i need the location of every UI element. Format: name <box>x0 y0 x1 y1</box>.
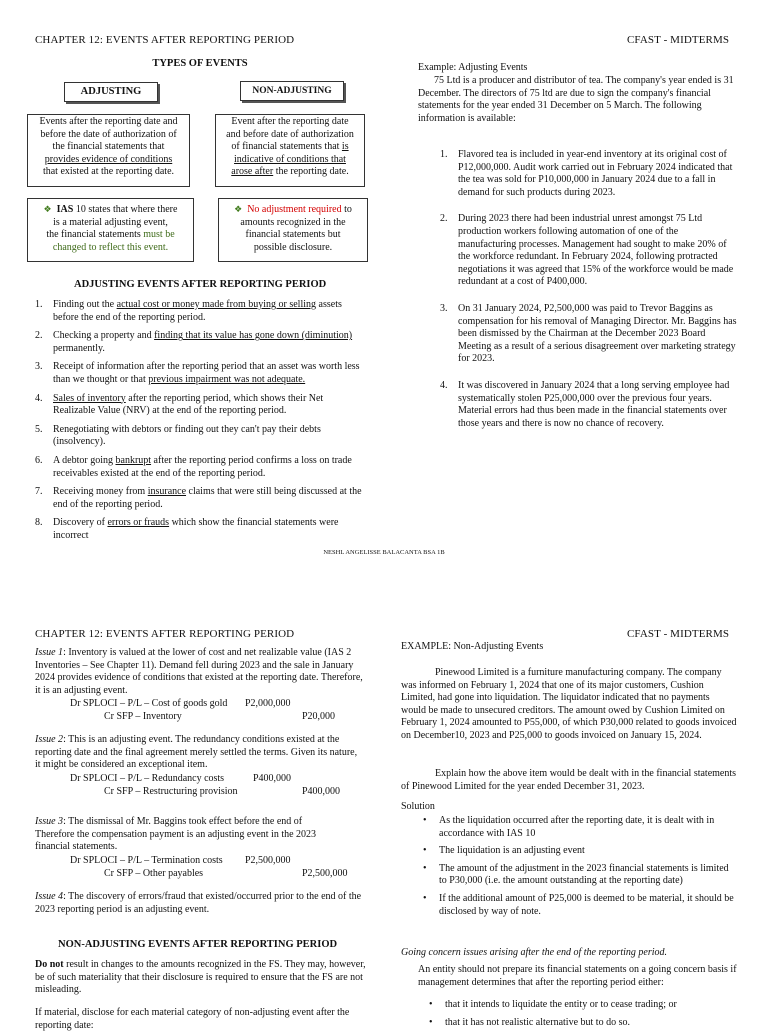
list-text: It was discovered in January 2024 that a long serving employee had systematically stolen P25,000,000 over the previous four years. Material errors had thus been made in the financial statements over those years and there is now no chance of recovery. <box>458 379 730 429</box>
chapter-header: CHAPTER 12: EVENTS AFTER REPORTING PERIOD <box>35 628 295 640</box>
list-text: Finding out the <box>53 299 117 310</box>
going-concern-title: Going concern issues arising after the end of the reporting period. <box>401 947 667 958</box>
noadj-red-text: No adjustment required <box>247 204 342 215</box>
nonadjusting-definition-box <box>215 114 365 187</box>
course-header: CFAST - MIDTERMS <box>627 34 730 46</box>
issue-four <box>35 891 365 916</box>
example-item <box>418 149 738 199</box>
journal-credit-amount: P20,000 <box>302 711 336 722</box>
issue-label: Issue 2 <box>35 734 64 745</box>
list-text: permanently. <box>53 342 105 354</box>
list-number: 3. <box>35 361 43 373</box>
list-underlined-text: actual cost or money made from buying or selling <box>116 299 317 310</box>
nonadj-def-line <box>216 141 364 154</box>
journal-debit: Dr SPLOCI – P/L – Redundancy costs <box>70 773 225 784</box>
nonadj-def-line: Event after the reporting date <box>231 116 349 127</box>
bullet-text: If the additional amount of P25,000 is deemed to be material, it should be disclosed by way of note. <box>439 892 734 917</box>
list-text: after the reporting period confirms a loss on trade receivables existed at the end of the reporting period. <box>53 454 352 479</box>
issue-text: : Inventory is valued at the lower of cost and net realizable value (IAS 2 Inventories – See Chapter 11). Demand fell during 2023 and the sale in January 2024 provides evidence of conditions that existed at the reporting date. Therefore, it is an adjusting event. <box>35 647 363 696</box>
adjusting-events-title: ADJUSTING EVENTS AFTER REPORTING PERIOD <box>74 279 327 290</box>
nonadj-def-line <box>216 166 364 179</box>
list-number: 4. <box>35 392 43 404</box>
adj-def-line: the financial statements that <box>52 141 165 153</box>
journal-credit-amount: P400,000 <box>302 786 341 797</box>
bullet-item <box>407 999 737 1012</box>
no-adjustment-box <box>218 198 368 262</box>
list-item <box>35 393 367 418</box>
bullet-text: As the liquidation occurred after the reporting date, it is dealt with in accordance with IAS 10 <box>439 815 715 839</box>
bullet-text: The liquidation is an adjusting event <box>439 845 585 857</box>
list-text: assets before the end of the reporting period. <box>53 299 342 323</box>
bullet-icon: • <box>429 999 433 1010</box>
noadj-line: amounts recognized in the <box>240 216 346 228</box>
ias-green-line: changed to reflect this event. <box>52 241 169 253</box>
ias-line <box>28 203 193 217</box>
nonadj-def-underlined: is <box>341 141 349 153</box>
bullet-item <box>401 893 737 918</box>
ias-text: 10 states that where there <box>73 204 178 215</box>
bullet-item <box>401 863 737 888</box>
ias-line <box>28 229 193 242</box>
disclosure-paragraph: If material, disclose for each material category of non-adjusting event after the reporting date: <box>35 1007 350 1031</box>
list-text: Renegotiating with debtors or finding out they can't pay their debts (insolvency). <box>53 423 321 448</box>
bullet-text: The amount of the adjustment in the 2023 financial statements is limited to P30,000 (i.e. the amount outstanding at the reporting date) <box>439 862 729 887</box>
list-item <box>35 455 367 480</box>
nonadj-def-line: and before date of authorization <box>226 128 354 140</box>
example-intro: 75 Ltd is a producer and distributor of tea. The company's year ended is 31 December. The directors of 75 ltd are due to sign the company's financial statements for the year ended 31 December on 5 March. The following information is available: <box>418 75 734 124</box>
list-number: 8. <box>35 517 43 529</box>
example-title: Example: Adjusting Events <box>418 62 528 73</box>
going-concern-paragraph: An entity should not prepare its financial statements on a going concern basis if management determines that after the reporting period either: <box>418 964 737 988</box>
list-text: which show the financial statements were incorrect <box>53 517 339 541</box>
list-text: A debtor going <box>53 454 116 466</box>
issue-one <box>35 647 365 697</box>
nonadjusting-events-title: NON-ADJUSTING EVENTS AFTER REPORTING PERIOD <box>58 939 338 950</box>
noadj-text: to <box>341 204 352 215</box>
nonadj-def-line <box>216 154 364 167</box>
journal-credit-amount: P2,500,000 <box>302 868 348 879</box>
bullet-icon: • <box>423 892 427 904</box>
list-item <box>35 486 367 511</box>
paragraph-text: result in changes to the amounts recognized in the FS. They may, however, be of such materiality that their disclosure is required to ensure that the FS are not misleading. <box>35 959 366 996</box>
types-title: TYPES OF EVENTS <box>152 58 248 69</box>
nonadj-def-text: of financial statements that <box>231 141 342 153</box>
page-footer: NESHL ANGELISSE BALACANTA BSA 1B <box>323 549 445 556</box>
list-number: 1. <box>440 149 448 160</box>
nonadj-def-underlined: indicative of conditions that <box>234 153 346 165</box>
issue-text: : The discovery of errors/fraud that existed/occurred prior to the end of the 2023 reporting period is an adjusting event. <box>35 891 362 915</box>
example-item <box>418 380 738 430</box>
adj-def-line: that existed at the reporting date. <box>42 166 175 178</box>
bullet-item <box>407 1017 737 1030</box>
journal-debit: Dr SPLOCI – P/L – Termination costs <box>70 855 223 866</box>
course-header: CFAST - MIDTERMS <box>627 628 730 640</box>
adjusting-label: ADJUSTING <box>64 82 158 102</box>
adjusting-events-list <box>35 299 367 549</box>
nonadj-def-text: the reporting date. <box>273 166 349 178</box>
bold-text: Do not <box>35 959 64 970</box>
journal-debit: Dr SPLOCI – P/L – Cost of goods gold <box>70 698 228 709</box>
example-item <box>418 213 738 289</box>
example2-body: Pinewood Limited is a furniture manufacturing company. The company was informed on February 1, 2024 that one of its major customers, Cushion Limited, had gone into liquidation. The liquidator indicated that no payments would be made to unsecured creditors. The amount owed by Cushion Limited on February 1, 2024 amounted to P55,000, of which P30,000 related to goods invoiced on December10, 2023 and P25,000 to goods invoiced on January 15, 2024. <box>401 667 737 741</box>
list-underlined-text: errors or frauds <box>107 517 170 529</box>
example-item <box>418 303 738 366</box>
journal-credit: Cr SFP – Other payables <box>104 868 204 879</box>
journal-credit: Cr SFP – Inventory <box>104 711 182 722</box>
bullet-text: that it intends to liquidate the entity or to cease trading; or <box>445 999 677 1010</box>
diamond-bullet-icon: ❖ <box>43 204 52 214</box>
issue-three <box>35 816 335 854</box>
issue-text: : The dismissal of Mr. Baggins took effect before the end of Therefore the compensation payment is an adjusting event in the 2023 financial statements. <box>35 816 317 853</box>
example-list <box>418 149 738 444</box>
ias-line: is a material adjusting event, <box>53 216 168 228</box>
list-underlined-text: Sales of inventory <box>53 392 126 404</box>
list-number: 2. <box>35 330 43 342</box>
list-text: Flavored tea is included in year-end inventory at its original cost of P12,000,000. Audit work carried out in February 2024 indicated that the tea was sold for P10,000,000 in January 2024 due to a fall in demand for such products during 2023. <box>458 149 733 198</box>
bullet-item <box>401 845 737 858</box>
list-underlined-text: bankrupt <box>115 454 152 466</box>
diamond-bullet-icon: ❖ <box>234 204 243 214</box>
ias-bold: IAS <box>56 204 74 215</box>
page-gap <box>0 572 768 610</box>
list-underlined-text: previous impairment was not adequate. <box>148 373 306 385</box>
solution-label: Solution <box>401 801 435 812</box>
nonadjusting-paragraph <box>35 959 367 997</box>
list-number: 5. <box>35 423 43 435</box>
journal-debit-amount: P2,500,000 <box>245 855 291 866</box>
issue-two <box>35 734 365 772</box>
issue-label: Issue 1 <box>35 647 64 658</box>
list-text: after the reporting period, which shows their Net Realizable Value (NRV) at the end of the reporting period. <box>53 392 324 417</box>
adj-def-underlined: provides evidence of conditions <box>44 153 173 165</box>
noadj-line: possible disclosure. <box>253 241 333 253</box>
list-item <box>35 424 367 449</box>
adj-def-line: Events after the reporting date and <box>39 116 178 127</box>
list-item <box>35 299 367 324</box>
issue-text: : This is an adjusting event. The redundancy conditions existed at the reporting date and the final agreement merely settled the terms. Given its nature, it might be considered an exceptional item. <box>35 734 358 771</box>
issue-label: Issue 3 <box>35 816 64 827</box>
list-text: Discovery of <box>53 517 108 529</box>
issue-label: Issue 4 <box>35 891 64 902</box>
going-concern-list <box>407 999 737 1034</box>
example2-title: EXAMPLE: Non-Adjusting Events <box>401 641 544 652</box>
solution-list <box>401 815 737 923</box>
adjusting-definition-box <box>27 114 190 187</box>
nonadjusting-label: NON-ADJUSTING <box>240 81 344 101</box>
bullet-icon: • <box>423 845 427 857</box>
list-number: 1. <box>35 299 43 310</box>
bullet-icon: • <box>423 862 427 874</box>
list-item <box>35 330 367 355</box>
list-text: claims that were still being discussed at the end of the reporting period. <box>53 486 362 510</box>
adj-def-line: before the date of authorization of <box>40 128 177 140</box>
list-number: 7. <box>35 486 43 498</box>
list-number: 6. <box>35 454 43 466</box>
list-text: Checking a property and <box>53 330 155 342</box>
journal-debit-amount: P2,000,000 <box>245 698 291 709</box>
noadj-line <box>219 203 367 217</box>
list-underlined-text: finding that its value has gone down (diminution) <box>154 330 353 342</box>
list-text: On 31 January 2024, P2,500,000 was paid to Trevor Baggins as compensation for his removal of Managing Director. Mr. Baggins has been dismissed by the Chairman at the December 2023 Board Meeting as a result of a serious disagreement over marketing strategy for 2023. <box>458 302 737 365</box>
list-text: Receipt of information after the reporting period that an asset was worth less than we thought or that <box>53 361 360 385</box>
bullet-icon: • <box>429 1016 433 1028</box>
page-two <box>0 610 768 1031</box>
ias-rule-box <box>27 198 194 262</box>
adj-def-line <box>28 154 189 167</box>
list-item <box>35 361 367 386</box>
chapter-header: CHAPTER 12: EVENTS AFTER REPORTING PERIOD <box>35 34 295 46</box>
noadj-line: financial statements but <box>245 229 341 241</box>
list-number: 4. <box>440 379 448 391</box>
ias-text: the financial statements <box>46 229 144 241</box>
bullet-item <box>401 815 737 840</box>
list-underlined-text: insurance <box>147 486 187 498</box>
list-text: During 2023 there had been industrial unrest amongst 75 Ltd production workers following automation of one of the manufacturing processes. Management had sought to make 20% of the workforce redundant. In February 2024, following protracted negotiations it was agreed that 15% of the workforce would be made redundant at a cost of P400,000. <box>458 213 734 288</box>
list-number: 3. <box>440 302 448 314</box>
list-item <box>35 517 367 542</box>
list-number: 2. <box>440 213 448 225</box>
list-text: Receiving money from <box>53 486 148 498</box>
example2-question: Explain how the above item would be dealt with in the financial statements of Pinewood Limited for the year ended December 31, 2023. <box>401 768 737 792</box>
nonadj-def-underlined: arose after <box>231 166 274 178</box>
journal-credit: Cr SFP – Restructuring provision <box>104 786 238 797</box>
bullet-text: that it has not realistic alternative but to do so. <box>445 1016 630 1028</box>
bullet-icon: • <box>423 815 427 826</box>
journal-debit-amount: P400,000 <box>253 773 292 784</box>
ias-green-text: must be <box>143 229 175 241</box>
